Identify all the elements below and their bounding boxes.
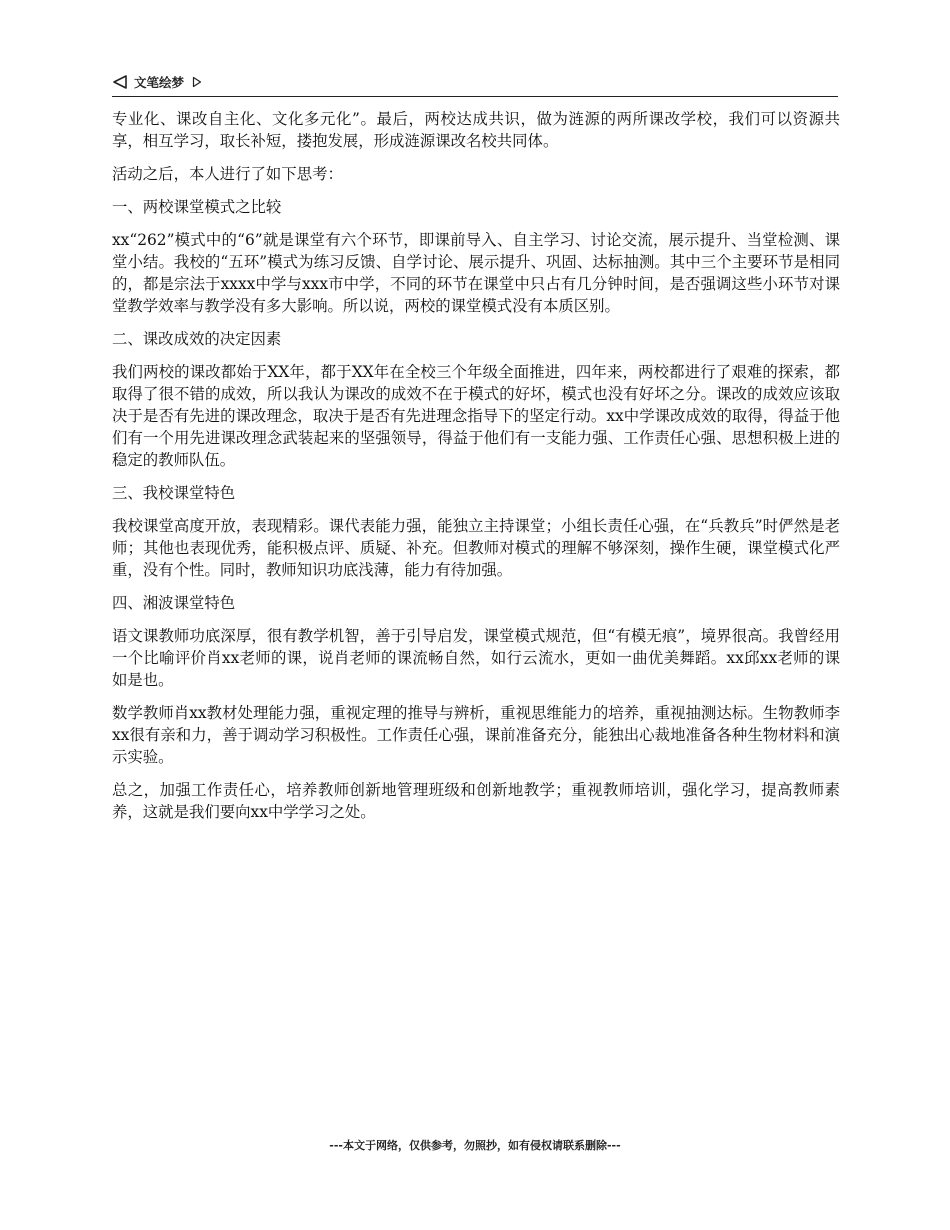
paragraph-intro-continuation: 专业化、课改自主化、文化多元化”。最后，两校达成共识，做为涟源的两所课改学校，我们可以资源共享，相互学习，取长补短，搂抱发展，形成涟源课改名校共同体。: [112, 110, 840, 150]
section-heading-4: 四、湘波课堂特色: [112, 594, 236, 612]
page-footer: ---本文于网络，仅供参考，勿照抄，如有侵权请联系删除---: [329, 1139, 621, 1152]
section-heading-1: 一、两校课堂模式之比较: [112, 198, 282, 216]
paragraph-section-4-a: 语文课教师功底深厚，很有教学机智，善于引导启发，课堂模式规范，但“有模无痕”，境界很高。我曾经用一个比喻评价肖xx老师的课，说肖老师的课流畅自然，如行云流水，更如一曲优美舞蹈。xx邱xx老师的课如是也。: [112, 627, 840, 689]
section-heading-3: 三、我校课堂特色: [112, 484, 236, 502]
paragraph-section-2: 我们两校的课改都始于XX年，都于XX年在全校三个年级全面推进，四年来，两校都进行了艰难的探索，都取得了很不错的成效，所以我认为课改的成效不在于模式的好坏，模式也没有好坏之分。课改的成效应该取决于是否有先进的课改理念，取决于是否有先进理念指导下的坚定行动。xx中学课改成效的取得，得益于他们有一个用先进课改理念武装起来的坚强领导，得益于他们有一支能力强、工作责任心强、思想积极上进的稳定的教师队伍。: [112, 363, 840, 469]
section-heading-2: 二、课改成效的决定因素: [112, 330, 282, 348]
right-triangle-icon: [192, 73, 202, 85]
brand-title: 文笔绘梦: [134, 75, 185, 90]
page-header: [112, 72, 838, 97]
left-triangle-icon: [112, 74, 128, 90]
paragraph-reflection-lead: 活动之后，本人进行了如下思考：: [112, 165, 343, 183]
paragraph-conclusion: 总之，加强工作责任心，培养教师创新地管理班级和创新地教学；重视教师培训，强化学习，提高教师素养，这就是我们要向xx中学学习之处。: [112, 781, 840, 821]
paragraph-section-4-b: 数学教师肖xx教材处理能力强，重视定理的推导与辨析，重视思维能力的培养，重视抽测达标。生物教师李xx很有亲和力，善于调动学习积极性。工作责任心强，课前准备充分，能独出心裁地准备各种生物材料和演示实验。: [112, 704, 840, 766]
document-body: [112, 108, 840, 834]
paragraph-section-1: xx“262”模式中的“6”就是课堂有六个环节，即课前导入、自主学习、讨论交流，展示提升、当堂检测、课堂小结。我校的“五环”模式为练习反馈、自学讨论、展示提升、巩固、达标抽测。其中三个主要环节是相同的，都是宗法于xxxx中学与xxx市中学，不同的环节在课堂中只占有几分钟时间，是否强调这些小环节对课堂教学效率与教学没有多大影响。所以说，两校的课堂模式没有本质区别。: [112, 231, 840, 315]
paragraph-section-3: 我校课堂高度开放，表现精彩。课代表能力强，能独立主持课堂；小组长责任心强，在“兵教兵”时俨然是老师；其他也表现优秀，能积极点评、质疑、补充。但教师对模式的理解不够深刻，操作生硬，课堂模式化严重，没有个性。同时，教师知识功底浅薄，能力有待加强。: [112, 517, 840, 579]
